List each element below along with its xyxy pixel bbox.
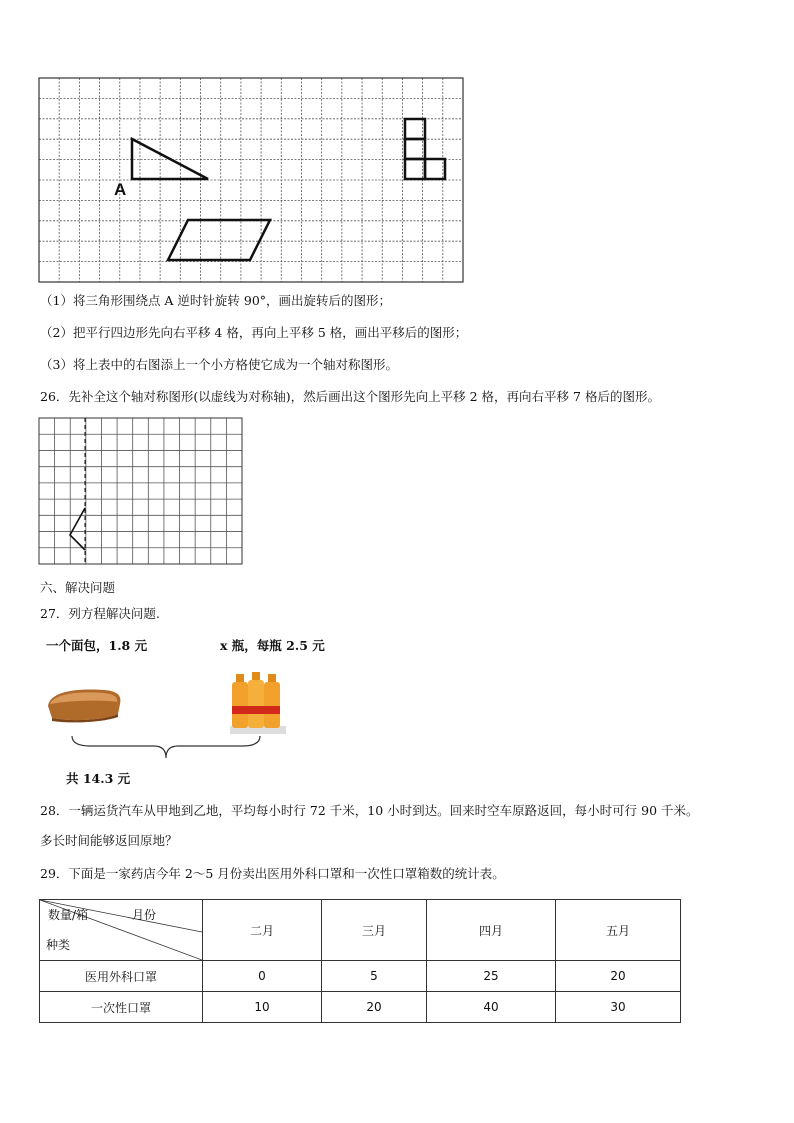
- q26-text: 26．先补全这个轴对称图形(以虚线为对称轴)，然后画出这个图形先向上平移 2 格，再向右平移 7 格后的图形。: [40, 389, 660, 404]
- grid-figure-2: [38, 417, 244, 567]
- q25-item-1: （1）将三角形围绕点 A 逆时针旋转 90°，画出旋转后的图形；: [40, 293, 392, 308]
- month-header: 五月: [556, 900, 681, 961]
- point-a-label: A: [114, 180, 127, 199]
- triangle-shape: [132, 139, 208, 179]
- header-type: 种类: [46, 938, 71, 952]
- header-quantity: 数量/箱: [48, 908, 89, 922]
- table-cell: 25: [427, 961, 556, 992]
- row-name: 医用外科口罩: [40, 961, 203, 992]
- q25-item-2: （2）把平行四边形先向右平移 4 格，再向上平移 5 格，画出平移后的图形；: [40, 325, 468, 340]
- stats-table: [39, 899, 681, 1023]
- bottle-label: x 瓶，每瓶 2.5 元: [220, 638, 325, 653]
- row-name: 一次性口罩: [40, 992, 203, 1023]
- table-cell: 30: [556, 992, 681, 1023]
- total-label: 共 14.3 元: [66, 771, 131, 786]
- table-cell: 5: [322, 961, 427, 992]
- bread-image: [44, 684, 124, 724]
- month-header: 二月: [203, 900, 322, 961]
- bread-label: 一个面包，1.8 元: [46, 638, 148, 653]
- table-row: [40, 992, 681, 1023]
- table-cell: 20: [322, 992, 427, 1023]
- parallelogram-shape: [168, 220, 270, 260]
- q27-title: 27．列方程解决问题.: [40, 606, 160, 621]
- l-shape: [405, 119, 445, 179]
- month-header: 三月: [322, 900, 427, 961]
- month-header: 四月: [427, 900, 556, 961]
- q28-line-2: 多长时间能够返回原地？: [40, 833, 178, 848]
- table-cell: 0: [203, 961, 322, 992]
- table-row: [40, 961, 681, 992]
- table-cell: 40: [427, 992, 556, 1023]
- q25-item-3: （3）将上表中的右图添上一个小方格使它成为一个轴对称图形。: [40, 357, 398, 372]
- section-6-title: 六、解决问题: [40, 580, 116, 595]
- grid-figure-1: [38, 77, 466, 287]
- table-header-row: [40, 900, 681, 961]
- half-figure: [70, 508, 85, 550]
- header-month: 月份: [132, 908, 157, 922]
- table-cell: 10: [203, 992, 322, 1023]
- q28-line-1: 28．一辆运货汽车从甲地到乙地，平均每小时行 72 千米，10 小时到达。回来时空车原路返回，每小时可行 90 千米。: [40, 803, 699, 818]
- table-cell: 20: [556, 961, 681, 992]
- bottles-image: [228, 670, 290, 736]
- total-brace: [70, 734, 262, 764]
- q29-title: 29．下面是一家药店今年 2～5 月份卖出医用外科口罩和一次性口罩箱数的统计表。: [40, 866, 505, 881]
- header-diagonal-cell: [40, 900, 203, 961]
